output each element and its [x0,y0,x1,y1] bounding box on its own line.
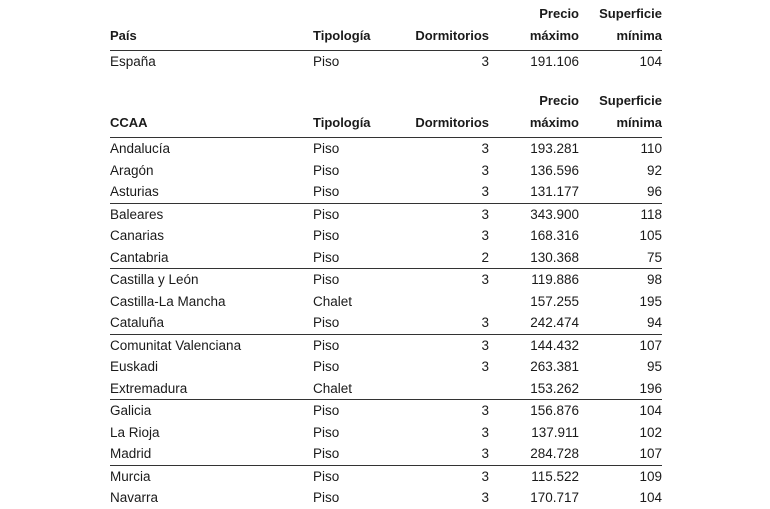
tipologia-cell: Piso [313,249,340,265]
table-row [110,138,662,160]
dormitorios-cell: 2 [481,249,489,265]
pais-table [110,3,662,73]
precio-cell: 131.177 [530,184,579,200]
header-superficie-minima [579,90,662,138]
dormitorios-cell: 3 [481,359,489,375]
dormitorios-cell: 3 [481,54,489,70]
table-row [110,225,662,247]
tipologia-cell: Piso [313,54,340,70]
dormitorios-cell: 3 [401,465,489,487]
header-superficie-minima [579,3,662,51]
superficie-cell: 196 [639,380,662,396]
tipologia-cell: Chalet [313,293,353,309]
header-precio-line1: Precio [539,6,579,21]
table-row [110,203,662,225]
region-cell: La Rioja [110,424,160,440]
ccaa-table [110,90,662,509]
region-cell: Navarra [110,490,159,506]
header-dormitorios: Dormitorios [401,90,489,138]
region-cell: Aragón [110,162,154,178]
precio-cell: 137.911 [531,424,579,440]
region-cell: Comunitat Valenciana [110,334,313,356]
precio-cell: 136.596 [530,162,579,178]
precio-cell: 191.106 [530,54,579,70]
dormitorios-cell: 3 [401,334,489,356]
dormitorios-cell: 3 [481,424,489,440]
table-row [110,247,662,269]
precio-cell: 153.262 [530,380,579,396]
precio-cell: 343.900 [489,203,579,225]
region-cell: Cantabria [110,249,169,265]
tipologia-cell: Piso [313,359,340,375]
header-row [110,3,662,51]
superficie-cell: 92 [646,162,662,178]
precio-cell: 115.522 [489,465,579,487]
superficie-cell: 107 [579,334,662,356]
table-row [110,422,662,444]
header-precio-line2: máximo [529,115,579,130]
superficie-cell: 109 [579,465,662,487]
table-row [110,334,662,356]
tipologia-cell: Piso [313,184,340,200]
superficie-cell: 118 [579,203,662,225]
precio-cell: 157.255 [530,293,579,309]
dormitorios-cell: 3 [481,228,489,244]
table-row [110,465,662,487]
tipologia-cell: Piso [313,141,340,157]
table-row [110,443,662,465]
dormitorios-cell: 3 [401,203,489,225]
header-precio-maximo [489,90,579,138]
superficie-cell: 75 [646,249,662,265]
superficie-cell: 104 [639,490,662,506]
superficie-cell: 104 [639,54,662,70]
tipologia-cell: Piso [313,400,401,422]
header-superficie-line1: Superficie [599,93,662,108]
table-row [110,400,662,422]
tipologia-cell: Piso [313,446,340,462]
tipologia-cell: Piso [313,203,401,225]
precio-cell: 242.474 [530,315,579,331]
table-row [110,160,662,182]
tipologia-cell: Piso [313,465,401,487]
precio-cell: 130.368 [530,249,579,265]
table-row [110,356,662,378]
pais-table-body [110,51,662,73]
tipologia-cell: Piso [313,228,340,244]
precio-cell: 263.381 [530,359,579,375]
superficie-cell: 94 [646,315,662,331]
header-tipologia: Tipología [313,90,401,138]
tipologia-cell: Piso [313,315,340,331]
precio-cell: 193.281 [530,141,579,157]
table-row [110,291,662,313]
precio-cell: 170.717 [530,490,579,506]
superficie-cell: 107 [639,446,662,462]
dormitorios-cell: 3 [481,162,489,178]
header-precio-line2: máximo [529,28,579,43]
header-superficie-line2: mínima [616,28,662,43]
header-dormitorios: Dormitorios [401,3,489,51]
region-cell: Castilla y León [110,269,313,291]
region-cell: Andalucía [110,141,171,157]
superficie-cell: 96 [646,184,662,200]
superficie-cell: 104 [579,400,662,422]
region-cell: Galicia [110,400,313,422]
superficie-cell: 95 [646,359,662,375]
region-cell: Murcia [110,465,313,487]
superficie-cell: 195 [639,293,662,309]
header-row [110,90,662,138]
table-row [110,487,662,509]
precio-cell: 119.886 [489,269,579,291]
dormitorios-cell [401,378,489,400]
region-cell: Asturias [110,184,159,200]
dormitorios-cell: 3 [481,490,489,506]
header-ccaa: CCAA [110,90,313,138]
precio-cell: 156.876 [489,400,579,422]
header-superficie-line2: mínima [616,115,662,130]
tipologia-cell: Piso [313,269,401,291]
header-pais: País [110,3,313,51]
dormitorios-cell: 3 [481,184,489,200]
precio-cell: 144.432 [489,334,579,356]
dormitorios-cell: 3 [481,315,489,331]
table-row [110,181,662,203]
region-cell: Euskadi [110,359,159,375]
tipologia-cell: Piso [313,490,340,506]
dormitorios-cell [401,291,489,313]
header-tipologia: Tipología [313,3,401,51]
region-cell: Canarias [110,228,165,244]
table-row [110,51,662,73]
dormitorios-cell: 3 [401,400,489,422]
superficie-cell: 110 [640,141,662,157]
superficie-cell: 105 [639,228,662,244]
dormitorios-cell: 3 [481,141,489,157]
region-cell: Extremadura [110,380,188,396]
table-row [110,269,662,291]
ccaa-table-body [110,138,662,509]
tipologia-cell: Piso [313,424,340,440]
dormitorios-cell: 3 [401,269,489,291]
tipologia-cell: Piso [313,334,401,356]
region-cell: España [110,54,156,70]
table-row [110,378,662,400]
dormitorios-cell: 3 [481,446,489,462]
header-precio-line1: Precio [539,93,579,108]
superficie-cell: 102 [639,424,662,440]
region-cell: Madrid [110,446,152,462]
tipologia-cell: Chalet [313,380,353,396]
precio-cell: 168.316 [530,228,579,244]
header-superficie-line1: Superficie [599,6,662,21]
region-cell: Cataluña [110,315,165,331]
table-row [110,312,662,334]
header-precio-maximo [489,3,579,51]
superficie-cell: 98 [579,269,662,291]
precio-cell: 284.728 [530,446,579,462]
region-cell: Baleares [110,203,313,225]
tipologia-cell: Piso [313,162,340,178]
region-cell: Castilla-La Mancha [110,293,226,309]
